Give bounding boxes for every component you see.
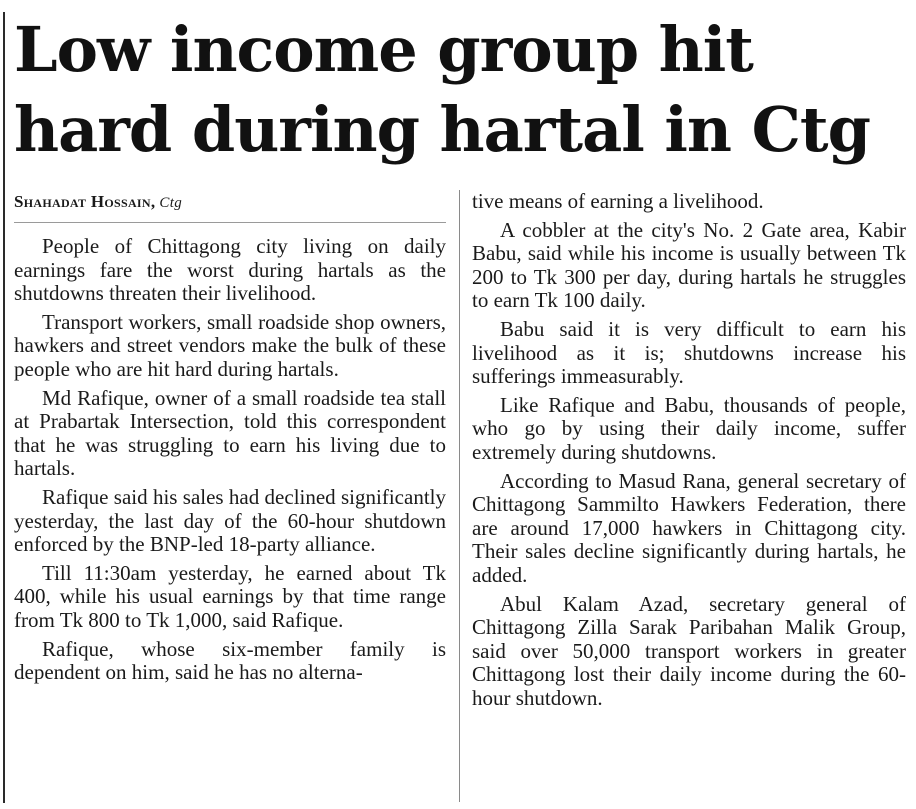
article-paragraph: Rafique said his sales had declined significantly yesterday, the last day of the 60-hour shutdown enforced by the BNP-led 18-party alliance.	[14, 484, 446, 557]
article-paragraph-continued: tive means of earning a livelihood.	[472, 189, 764, 213]
article-paragraph: According to Masud Rana, general secretary of Chittagong Sammilto Hawkers Federation, there are around 17,000 hawkers in Chittagong city. Their sales decline significantly during hartals, he added.	[472, 468, 906, 587]
article-paragraph: A cobbler at the city's No. 2 Gate area, Kabir Babu, said while his income is usually between Tk 200 to Tk 300 per day, during hartals he struggles to earn Tk 100 daily.	[472, 217, 906, 313]
column-divider	[459, 190, 460, 802]
article-paragraph: Rafique, whose six-member family is dependent on him, said he has no alterna-	[14, 636, 446, 685]
article-paragraph: Till 11:30am yesterday, he earned about Tk 400, while his usual earnings by that time range from Tk 800 to Tk 1,000, said Rafique.	[14, 560, 446, 632]
article-headline: Low income group hit hard during hartal in Ctg	[14, 13, 870, 166]
article-paragraph: Transport workers, small roadside shop owners, hawkers and street vendors make the bulk of these people who are hit hard during hartals.	[14, 309, 446, 381]
article-paragraph: Abul Kalam Azad, secretary general of Chittagong Zilla Sarak Paribahan Malik Group, said over 50,000 transport workers in greater Chittagong lost their daily income during the 60-hour shutdown.	[472, 591, 906, 710]
article-column-left	[14, 190, 446, 690]
byline-location: Ctg	[159, 195, 182, 211]
article-paragraph: Babu said it is very difficult to earn his livelihood as it is; shutdowns increase his sufferings immeasurably.	[472, 316, 906, 389]
article-column-right	[472, 190, 906, 715]
byline	[14, 190, 446, 214]
article-paragraph: Md Rafique, owner of a small roadside tea stall at Prabartak Intersection, told this correspondent that he was struggling to earn his living due to hartals.	[14, 385, 446, 481]
article-paragraph: Like Rafique and Babu, thousands of people, who go by using their daily income, suffer extremely during shutdowns.	[472, 392, 906, 464]
byline-author: Shahadat Hossain,	[14, 192, 156, 211]
left-border-rule	[3, 12, 5, 803]
byline-divider	[14, 222, 446, 223]
article-paragraph: People of Chittagong city living on daily earnings fare the worst during hartals as the shutdowns threaten their livelihood.	[14, 234, 446, 306]
